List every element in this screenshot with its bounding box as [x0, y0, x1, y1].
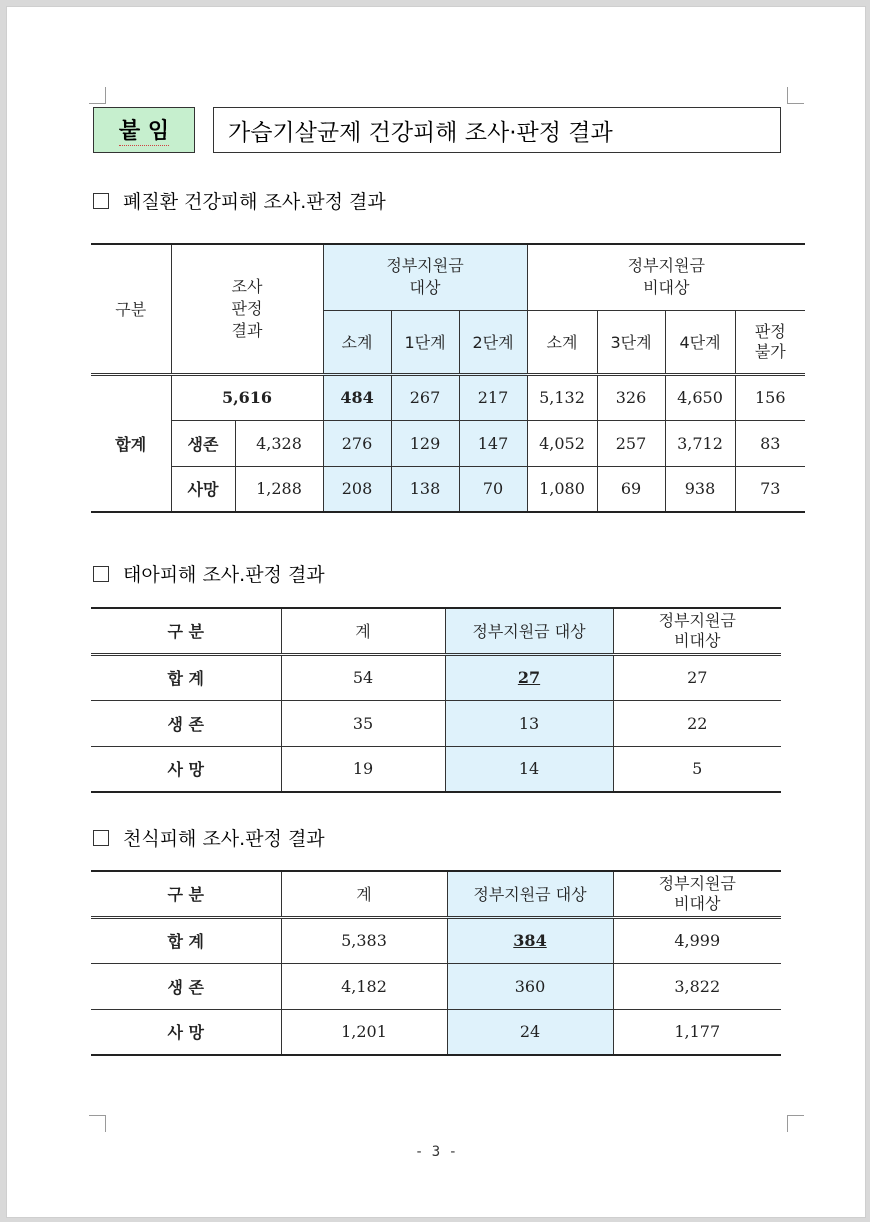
row-label: 생존: [171, 420, 235, 466]
header-nonsupport-line2: 비대상: [674, 893, 721, 913]
header-stage2: 2단계: [459, 310, 527, 374]
document-page: [6, 6, 866, 1218]
cell-stage1: 267: [391, 374, 459, 420]
header-support-line2: 대상: [409, 278, 441, 298]
cell-stage1: 138: [391, 466, 459, 512]
cell-total: 4,328: [235, 420, 323, 466]
row-label: 사망: [171, 466, 235, 512]
cell-nonsupport: 3,822: [613, 963, 781, 1009]
cell-support: 14: [445, 746, 613, 792]
cell-nonsupport: 4,999: [613, 917, 781, 963]
checkbox-square-icon: [93, 830, 109, 846]
header-nonsupport-line2: 비대상: [674, 630, 721, 650]
header-support-line1: 정부지원금: [386, 256, 464, 276]
table-row: [91, 374, 805, 420]
cell-stage2: 217: [459, 374, 527, 420]
attachment-badge-label: 붙 임: [119, 114, 169, 146]
fetal-damage-table: [91, 607, 781, 793]
cell-support-subtotal: 276: [323, 420, 391, 466]
row-label: 사 망: [91, 746, 281, 792]
cell-total: 4,182: [281, 963, 447, 1009]
cell-support: 24: [447, 1009, 613, 1055]
table-row: [91, 420, 805, 466]
header-nonsupport-line1: 정부지원금: [658, 873, 736, 893]
section-heading-lung: [93, 187, 386, 214]
header-total: 계: [281, 608, 445, 654]
cell-total: 35: [281, 700, 445, 746]
cell-stage4: 938: [665, 466, 735, 512]
section-heading-fetal: [93, 560, 325, 587]
cell-stage2: 147: [459, 420, 527, 466]
crop-mark-bottom-left: [89, 1115, 106, 1132]
header-nonsupport-line2: 비대상: [643, 278, 690, 298]
checkbox-square-icon: [93, 566, 109, 582]
header-support: 정부지원금 대상: [445, 608, 613, 654]
table-row: [91, 700, 781, 746]
asthma-damage-table: [91, 870, 781, 1056]
section-heading-asthma: [93, 824, 325, 851]
cell-total: 54: [281, 654, 445, 700]
cell-undecidable: 73: [735, 466, 805, 512]
section-heading-text: 폐질환 건강피해 조사.판정 결과: [123, 191, 386, 213]
header-nonsupport: [527, 244, 805, 310]
page-number: - 3 -: [414, 1144, 458, 1160]
cell-nonsupport: 5: [613, 746, 781, 792]
row-label: 생 존: [91, 963, 281, 1009]
cell-nonsupport-subtotal: 5,132: [527, 374, 597, 420]
cell-undecidable: 83: [735, 420, 805, 466]
header-nonsupport: [613, 871, 781, 917]
document-header: [93, 107, 783, 157]
checkbox-square-icon: [93, 193, 109, 209]
cell-support: 27: [445, 654, 613, 700]
header-nonsupport-subtotal: 소계: [527, 310, 597, 374]
header-stage3: 3단계: [597, 310, 665, 374]
table-row: [91, 1009, 781, 1055]
cell-nonsupport-subtotal: 4,052: [527, 420, 597, 466]
row-label: 생 존: [91, 700, 281, 746]
cell-support-subtotal: 208: [323, 466, 391, 512]
row-label: 합 계: [91, 917, 281, 963]
section-heading-text: 태아피해 조사.판정 결과: [123, 564, 325, 586]
header-total: 계: [281, 871, 447, 917]
header-result-line2: 판정: [231, 298, 263, 318]
cell-nonsupport: 1,177: [613, 1009, 781, 1055]
header-undecidable-line1: 판정: [754, 321, 786, 341]
header-undecidable-line2: 불가: [754, 341, 786, 361]
header-result: [171, 244, 323, 374]
cell-nonsupport: 27: [613, 654, 781, 700]
cell-support: 384: [447, 917, 613, 963]
crop-mark-top-left: [89, 87, 106, 104]
crop-mark-top-right: [787, 87, 804, 104]
cell-support-subtotal: 484: [323, 374, 391, 420]
cell-total: 5,383: [281, 917, 447, 963]
section-heading-text: 천식피해 조사.판정 결과: [123, 828, 325, 850]
cell-stage4: 3,712: [665, 420, 735, 466]
header-support: 정부지원금 대상: [447, 871, 613, 917]
header-stage4: 4단계: [665, 310, 735, 374]
header-stage1: 1단계: [391, 310, 459, 374]
table-row: [91, 746, 781, 792]
header-nonsupport: [613, 608, 781, 654]
header-nonsupport-line1: 정부지원금: [658, 610, 736, 630]
header-support: [323, 244, 527, 310]
cell-support: 13: [445, 700, 613, 746]
cell-undecidable: 156: [735, 374, 805, 420]
cell-total: 1,288: [235, 466, 323, 512]
cell-stage3: 257: [597, 420, 665, 466]
header-result-line1: 조사: [231, 276, 263, 296]
cell-stage2: 70: [459, 466, 527, 512]
header-support-subtotal: 소계: [323, 310, 391, 374]
cell-stage3: 69: [597, 466, 665, 512]
header-result-line3: 결과: [231, 320, 263, 340]
table-row: [91, 654, 781, 700]
cell-total: 1,201: [281, 1009, 447, 1055]
cell-nonsupport-subtotal: 1,080: [527, 466, 597, 512]
lung-disease-table: [91, 243, 805, 513]
cell-total: 5,616: [171, 374, 323, 420]
cell-total: 19: [281, 746, 445, 792]
header-gubun: 구 분: [91, 871, 281, 917]
crop-mark-bottom-right: [787, 1115, 804, 1132]
row-label-total: 합계: [91, 374, 171, 512]
table-row: [91, 963, 781, 1009]
table-row: [91, 466, 805, 512]
table-row: [91, 917, 781, 963]
row-label: 사 망: [91, 1009, 281, 1055]
cell-stage1: 129: [391, 420, 459, 466]
cell-nonsupport: 22: [613, 700, 781, 746]
row-label: 합 계: [91, 654, 281, 700]
cell-stage4: 4,650: [665, 374, 735, 420]
header-nonsupport-line1: 정부지원금: [627, 256, 705, 276]
cell-support: 360: [447, 963, 613, 1009]
document-title: 가습기살균제 건강피해 조사·판정 결과: [213, 107, 781, 153]
header-gubun: 구분: [91, 244, 171, 374]
header-gubun: 구 분: [91, 608, 281, 654]
header-undecidable: [735, 310, 805, 374]
attachment-badge: [93, 107, 195, 153]
cell-stage3: 326: [597, 374, 665, 420]
